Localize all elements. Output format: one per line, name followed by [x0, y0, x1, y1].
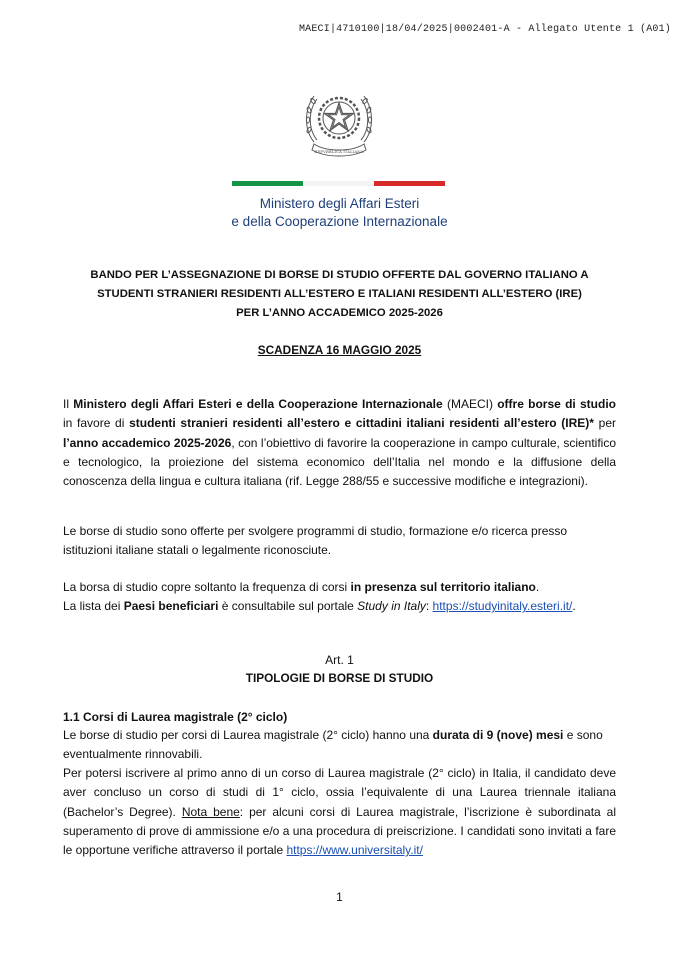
duration-text-1: Le borse di studio per corsi di Laurea magistrale (2° ciclo) hanno una [63, 728, 433, 742]
section-heading: 1.1 Corsi di Laurea magistrale (2° ciclo) [63, 710, 288, 724]
article-title: TIPOLOGIE DI BORSE DI STUDIO [245, 671, 434, 685]
title-line-2: STUDENTI STRANIERI RESIDENTI ALL’ESTERO E ITALIANI RESIDENTI ALL’ESTERO (IRE) [97, 288, 582, 300]
intro-paragraph [63, 395, 616, 491]
nota-bene: Nota bene [181, 804, 240, 819]
countries-text-3: : [425, 599, 433, 614]
enrollment-paragraph [63, 764, 616, 860]
portal-name: Study in Italy [357, 599, 426, 614]
intro-text-4: per [593, 416, 616, 431]
title-line-1: BANDO PER L’ASSEGNAZIONE DI BORSE DI STUDIO OFFERTE DAL GOVERNO ITALIANO A [90, 269, 589, 281]
italian-republic-emblem-icon [300, 80, 378, 166]
duration-bold: durata di 9 (nove) mesi [432, 728, 564, 742]
coverage-text-2: . [535, 580, 540, 594]
title-line-3: PER L’ANNO ACCADEMICO 2025-2026 [236, 307, 443, 319]
studyinitaly-link[interactable]: https://studyinitaly.esteri.it/ [432, 599, 573, 614]
intro-bold-offer: offre borse di studio [497, 397, 616, 411]
universitaly-link[interactable]: https://www.universitaly.it/ [286, 843, 423, 858]
coverage-text-1: La borsa di studio copre soltanto la frequenza di corsi [63, 580, 351, 594]
ministry-line-1: Ministero degli Affari Esteri [259, 196, 420, 211]
countries-text-1: La lista dei [63, 599, 124, 614]
programs-paragraph: Le borse di studio sono offerte per svolgere programmi di studio, formazione e/o ricerca presso istituzioni italiane statali o legalmente riconosciute. [63, 524, 568, 558]
ministry-line-2: e della Cooperazione Internazionale [231, 214, 448, 229]
article-number: Art. 1 [325, 653, 354, 667]
duration-paragraph [63, 726, 616, 765]
countries-text-2: è consultabile sul portale [218, 599, 358, 614]
tricolor-green [232, 181, 303, 186]
deadline-text: SCADENZA 16 MAGGIO 2025 [257, 343, 422, 357]
countries-text-4: . [572, 599, 576, 614]
tricolor-red [374, 181, 445, 186]
protocol-stamp: MAECI|4710100|18/04/2025|0002401-A - Allegato Utente 1 (A01) [298, 24, 671, 35]
enrollment-text-2: : per alcuni corsi di Laurea magistrale, l’iscrizione è subordinata al superamento di prove di ammissione e/o a una procedura di preiscrizione. I candidati sono invitati a fare le opportune verifiche attraverso il portale [63, 804, 616, 858]
document-title [60, 266, 619, 323]
enrollment-text-1: Per potersi iscrivere al primo anno di un corso di Laurea magistrale (2° ciclo) in Italia, il candidato deve aver concluso un corso di studi di 1° ciclo, ossia l’equivalente di una Laurea triennale italiana (Bachelor’s Degree). [63, 766, 616, 819]
deadline [0, 343, 679, 357]
coverage-paragraph [63, 578, 616, 617]
italian-tricolor-bar [232, 181, 445, 186]
countries-bold: Paesi beneficiari [123, 599, 219, 614]
coverage-line [63, 578, 616, 597]
intro-bold-ministry: Ministero degli Affari Esteri e della Cooperazione Internazionale [73, 397, 443, 411]
intro-bold-students: studenti stranieri residenti all’estero e cittadini italiani residenti all’estero (IRE)* [129, 416, 594, 431]
intro-bold-year: l’anno accademico 2025-2026 [63, 435, 232, 450]
intro-text-2: (MAECI) [442, 397, 498, 411]
emblem-motto: REPVBBLICA ITALIANA [314, 149, 364, 154]
coverage-bold: in presenza sul territorio italiano [350, 580, 536, 594]
countries-line [63, 597, 616, 616]
page-number: 1 [336, 890, 343, 904]
intro-text-3: in favore di [63, 416, 130, 431]
intro-text-5: , con l’obiettivo di favorire la cooperazione in campo culturale, scientifico e tecnologico, la proiezione del sistema economico dell’Italia nel mondo e la diffusione della conoscenza della lingua e cultura italiana (rif. Legge 288/55 e successive modifiche e integrazioni). [63, 435, 617, 489]
intro-text-1: Il [63, 397, 74, 411]
tricolor-white [303, 181, 374, 186]
ministry-name [0, 195, 679, 231]
duration-text-2: e sono eventualmente rinnovabili. [63, 728, 603, 762]
